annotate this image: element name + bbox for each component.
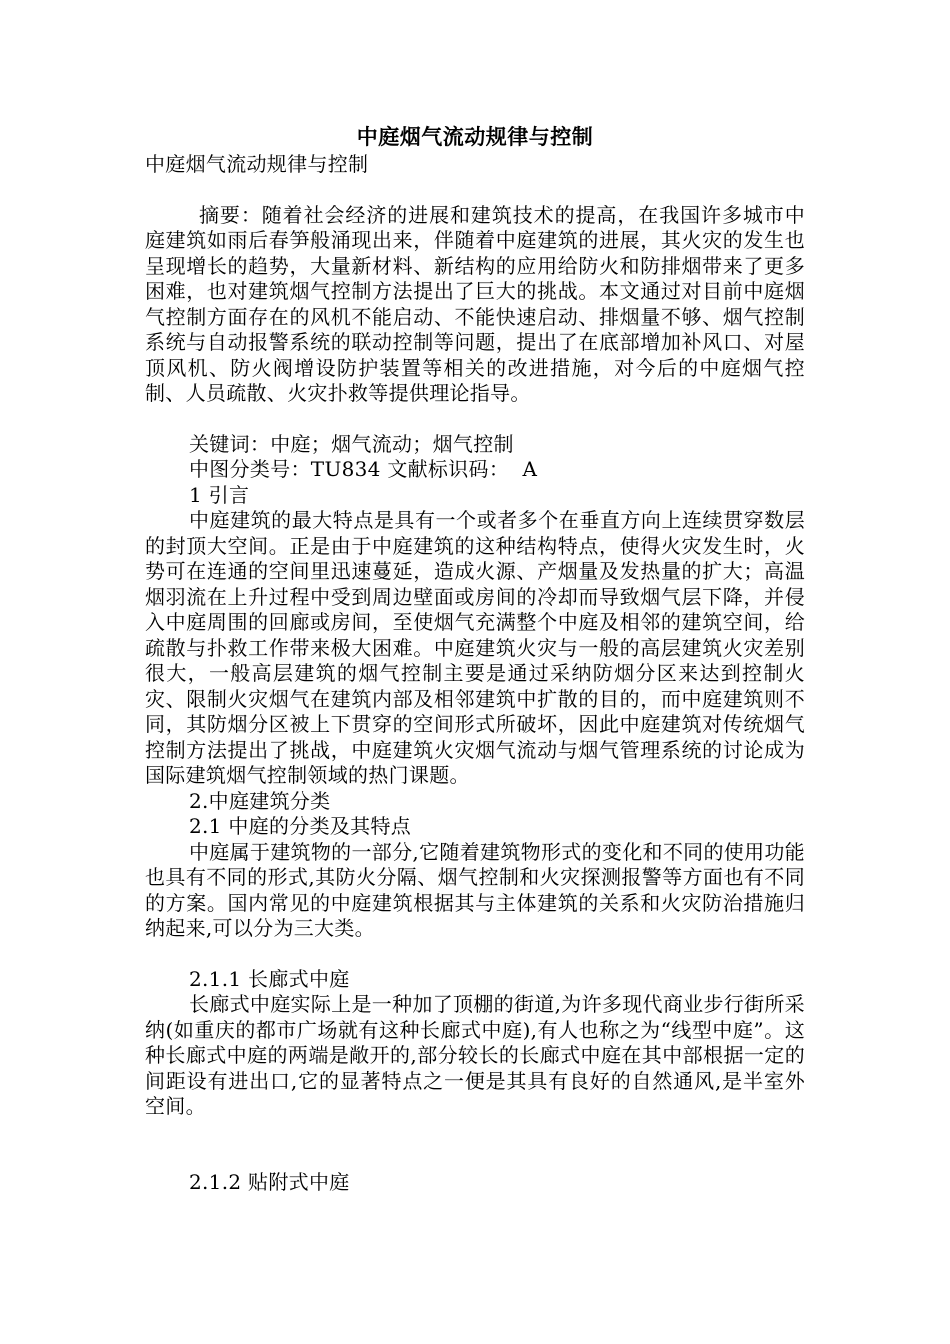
document-subtitle: 中庭烟气流动规律与控制 (145, 152, 369, 176)
classification-line: 中图分类号：TU834 文献标识码： A (189, 457, 538, 481)
keywords-line: 关键词：中庭；烟气流动；烟气控制 (189, 431, 514, 456)
section-heading-2-1-1: 2.1.1 长廊式中庭 (189, 966, 350, 991)
spacer (145, 178, 805, 203)
spacer (145, 407, 805, 432)
document-title: 中庭烟气流动规律与控制 (356, 124, 594, 149)
section-heading-classification: 2.中庭建筑分类 (189, 788, 331, 813)
document-page (145, 122, 805, 1195)
abstract-paragraph: 摘要：随着社会经济的进展和建筑技术的提高，在我国许多城市中庭建筑如雨后春笋般涌现出来，伴随着中庭建筑的进展，其火灾的发生也呈现增长的趋势，大量新材料、新结构的应用给防火和防排烟带来了更多困难，也对建筑烟气控制方法提出了巨大的挑战。本文通过对目前中庭烟气控制方面存在的风机不能启动、不能快速启动、排烟量不够、烟气控制系统与自动报警系统的联动控制等问题，提出了在底部增加补风口、对屋顶风机、防火阀增设防护装置等相关的改进措施，对今后的中庭烟气控制、人员疏散、火灾扑救等提供理论指导。 (145, 202, 805, 405)
introduction-paragraph: 中庭建筑的最大特点是具有一个或者多个在垂直方向上连续贯穿数层的封顶大空间。正是由于中庭建筑的这种结构特点，使得火灾发生时，火势可在连通的空间里迅速蔓延，造成火源、产烟量及发热量的扩大；高温烟羽流在上升过程中受到周边壁面或房间的冷却而导致烟气层下降，并侵入中庭周围的回廊或房间，至使烟气充满整个中庭及相邻的建筑空间，给疏散与扑救工作带来极大困难。中庭建筑火灾与一般的高层建筑火灾差别很大，一般高层建筑的烟气控制主要是通过采纳防烟分区来达到控制火灾、限制火灾烟气在建筑内部及相邻建筑中扩散的目的，而中庭建筑则不同，其防烟分区被上下贯穿的空间形式所破坏，因此中庭建筑对传统烟气控制方法提出了挑战，中庭建筑火灾烟气流动与烟气管理系统的讨论成为国际建筑烟气控制领域的热门课题。 (145, 508, 805, 787)
section-2-1-1-paragraph: 长廊式中庭实际上是一种加了顶棚的街道,为许多现代商业步行街所采纳(如重庆的都市广场就有这种长廊式中庭),有人也称之为“线型中庭”。这种长廊式中庭的两端是敞开的,部分较长的长廊式中庭在其中部根据一定的间距设有进出口,它的显著特点之一便是其具有良好的自然通风,是半室外空间。 (145, 992, 805, 1118)
section-heading-2-1-2: 2.1.2 贴附式中庭 (189, 1169, 350, 1194)
spacer (145, 1120, 805, 1170)
section-heading-2-1: 2.1 中庭的分类及其特点 (189, 814, 412, 838)
section-heading-introduction: 1 引言 (189, 482, 250, 507)
spacer (145, 942, 805, 967)
section-2-1-paragraph: 中庭属于建筑物的一部分,它随着建筑物形式的变化和不同的使用功能也具有不同的形式,其防火分隔、烟气控制和火灾探测报警等方面也有不同的方案。国内常见的中庭建筑根据其与主体建筑的关系和火灾防治措施归纳起来,可以分为三大类。 (145, 839, 805, 940)
